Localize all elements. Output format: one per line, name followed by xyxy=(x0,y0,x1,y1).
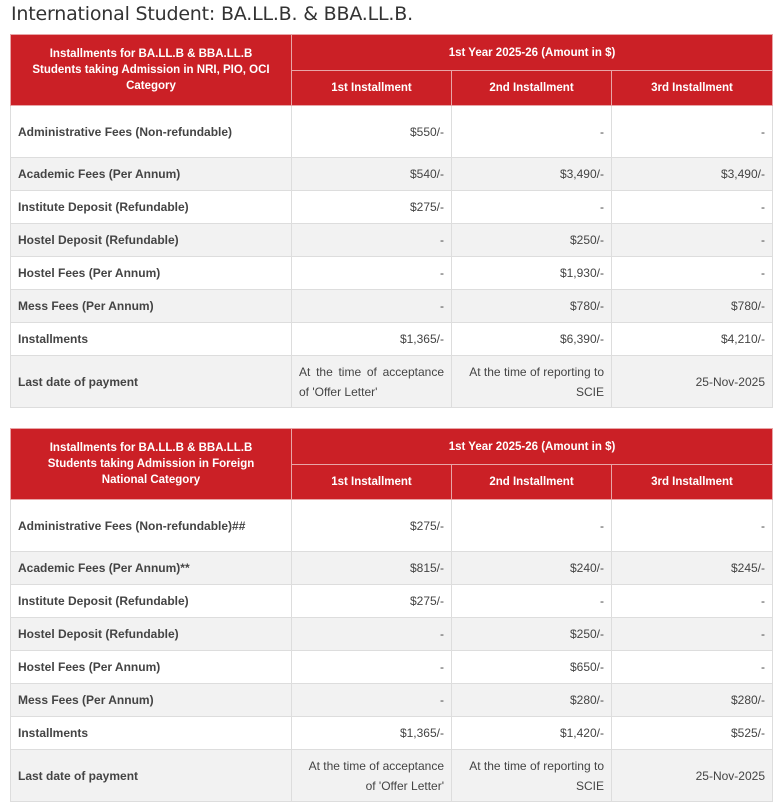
cell-value: - xyxy=(292,257,452,290)
year-header: 1st Year 2025-26 (Amount in $) xyxy=(292,35,773,71)
fee-table-nri-pio-oci xyxy=(10,34,773,408)
cell-value: - xyxy=(292,684,452,717)
year-header: 1st Year 2025-26 (Amount in $) xyxy=(292,429,773,465)
cell-value: $815/- xyxy=(292,552,452,585)
fee-table-foreign-national xyxy=(10,428,773,802)
cell-value: - xyxy=(612,191,773,224)
cell-value: - xyxy=(612,224,773,257)
cell-value: - xyxy=(452,106,612,158)
column-header-3rd-installment: 3rd Installment xyxy=(612,465,773,500)
cell-value: $280/- xyxy=(612,684,773,717)
row-label: Hostel Deposit (Refundable) xyxy=(11,224,292,257)
cell-value: - xyxy=(452,191,612,224)
cell-value: $1,930/- xyxy=(452,257,612,290)
cell-value: $525/- xyxy=(612,717,773,750)
row-label: Mess Fees (Per Annum) xyxy=(11,684,292,717)
row-label: Institute Deposit (Refundable) xyxy=(11,585,292,618)
cell-value: $780/- xyxy=(452,290,612,323)
cell-value: - xyxy=(612,618,773,651)
cell-value: $6,390/- xyxy=(452,323,612,356)
row-label: Hostel Fees (Per Annum) xyxy=(11,257,292,290)
cell-value: $550/- xyxy=(292,106,452,158)
cell-value: $275/- xyxy=(292,500,452,552)
cell-value: $245/- xyxy=(612,552,773,585)
table-row xyxy=(11,500,773,552)
cell-value: At the time of acceptance of 'Offer Letter' xyxy=(292,356,452,408)
cell-value: $1,365/- xyxy=(292,717,452,750)
cell-value: $540/- xyxy=(292,158,452,191)
table-row xyxy=(11,684,773,717)
cell-value: - xyxy=(292,618,452,651)
cell-value: At the time of acceptance of 'Offer Letter' xyxy=(292,750,452,802)
table-row xyxy=(11,585,773,618)
table-row xyxy=(11,290,773,323)
row-label: Academic Fees (Per Annum) xyxy=(11,158,292,191)
cell-value: - xyxy=(452,500,612,552)
column-header-2nd-installment: 2nd Installment xyxy=(452,71,612,106)
row-label: Mess Fees (Per Annum) xyxy=(11,290,292,323)
page-title: International Student: BA.LL.B. & BBA.LL.B. xyxy=(11,3,413,25)
cell-value: - xyxy=(612,500,773,552)
row-label: Last date of payment xyxy=(11,750,292,802)
table-row xyxy=(11,191,773,224)
row-label: Administrative Fees (Non-refundable)## xyxy=(11,500,292,552)
cell-value: $275/- xyxy=(292,191,452,224)
cell-value: $250/- xyxy=(452,224,612,257)
table-row xyxy=(11,323,773,356)
column-header-1st-installment: 1st Installment xyxy=(292,71,452,106)
cell-value: $3,490/- xyxy=(452,158,612,191)
cell-value: $1,365/- xyxy=(292,323,452,356)
cell-value: 25-Nov-2025 xyxy=(612,356,773,408)
table-row xyxy=(11,257,773,290)
cell-value: - xyxy=(612,106,773,158)
row-label: Hostel Deposit (Refundable) xyxy=(11,618,292,651)
cell-value: - xyxy=(612,651,773,684)
table-row xyxy=(11,750,773,802)
column-header-2nd-installment: 2nd Installment xyxy=(452,465,612,500)
table-row xyxy=(11,356,773,408)
cell-value: $250/- xyxy=(452,618,612,651)
cell-value: At the time of reporting to SCIE xyxy=(452,750,612,802)
column-header-3rd-installment: 3rd Installment xyxy=(612,71,773,106)
row-label: Administrative Fees (Non-refundable) xyxy=(11,106,292,158)
table-row xyxy=(11,717,773,750)
cell-value: $780/- xyxy=(612,290,773,323)
table-row xyxy=(11,618,773,651)
cell-value: $650/- xyxy=(452,651,612,684)
cell-value: $275/- xyxy=(292,585,452,618)
row-label: Academic Fees (Per Annum)** xyxy=(11,552,292,585)
row-label: Institute Deposit (Refundable) xyxy=(11,191,292,224)
cell-value: - xyxy=(612,257,773,290)
cell-value: - xyxy=(612,585,773,618)
cell-value: $4,210/- xyxy=(612,323,773,356)
cell-value: $3,490/- xyxy=(612,158,773,191)
cell-value: - xyxy=(292,651,452,684)
row-label: Installments xyxy=(11,323,292,356)
cell-value: - xyxy=(292,290,452,323)
cell-value: At the time of reporting to SCIE xyxy=(452,356,612,408)
cell-value: - xyxy=(292,224,452,257)
column-header-1st-installment: 1st Installment xyxy=(292,465,452,500)
table-row xyxy=(11,224,773,257)
table-row xyxy=(11,552,773,585)
category-header: Installments for BA.LL.B & BBA.LL.B Students taking Admission in NRI, PIO, OCI Category xyxy=(11,35,292,106)
category-header: Installments for BA.LL.B & BBA.LL.B Students taking Admission in Foreign National Category xyxy=(11,429,292,500)
table-row xyxy=(11,106,773,158)
row-label: Hostel Fees (Per Annum) xyxy=(11,651,292,684)
cell-value: - xyxy=(452,585,612,618)
cell-value: $1,420/- xyxy=(452,717,612,750)
table-row xyxy=(11,651,773,684)
row-label: Last date of payment xyxy=(11,356,292,408)
table-row xyxy=(11,158,773,191)
cell-value: 25-Nov-2025 xyxy=(612,750,773,802)
cell-value: $240/- xyxy=(452,552,612,585)
cell-value: $280/- xyxy=(452,684,612,717)
row-label: Installments xyxy=(11,717,292,750)
